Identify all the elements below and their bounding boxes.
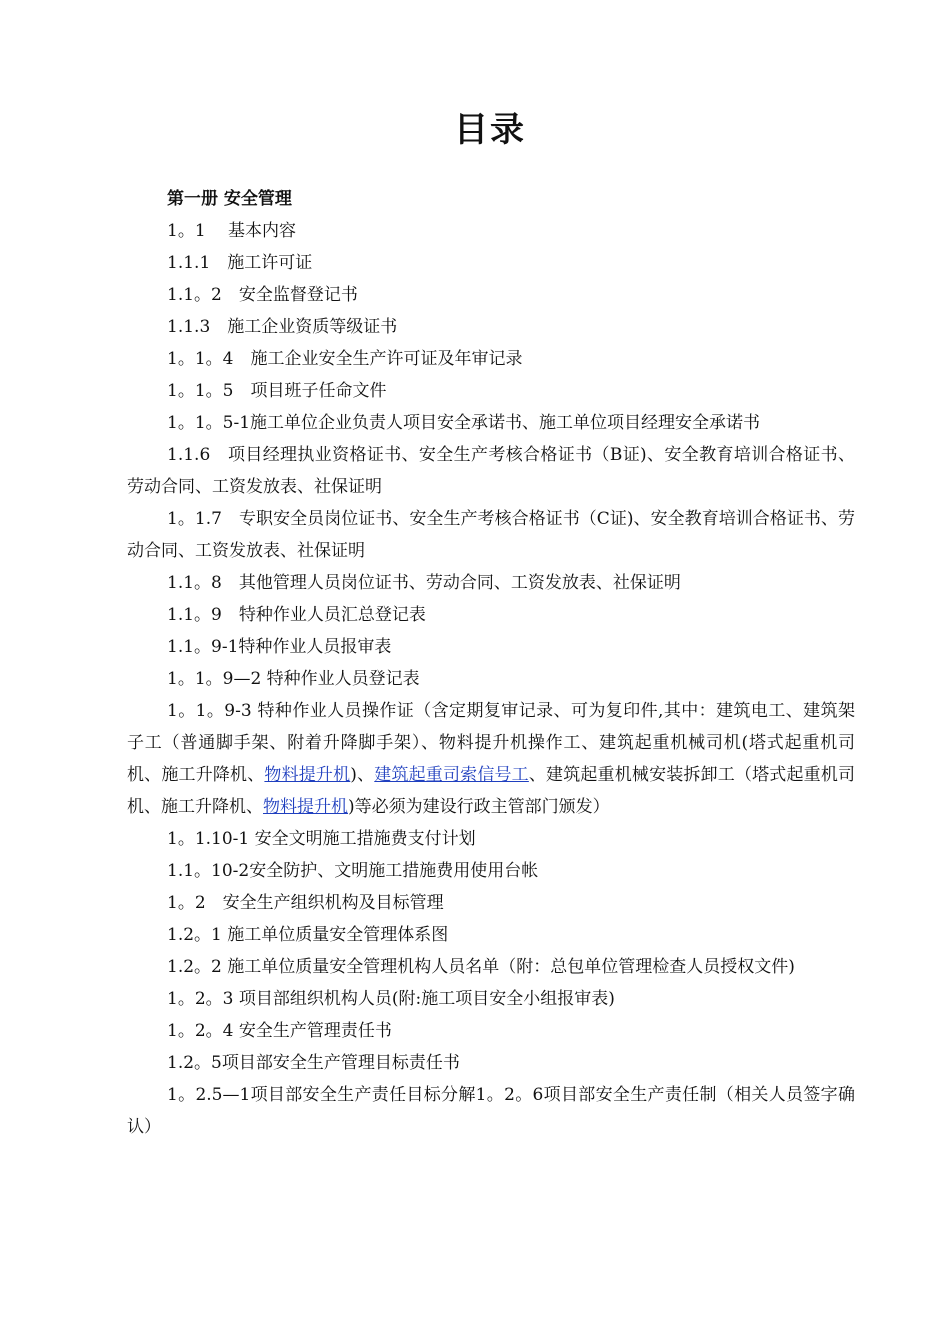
toc-entry: 1。1。5 项目班子任命文件 <box>167 381 387 401</box>
toc-section-heading: 第一册 安全管理 <box>167 189 292 209</box>
toc-entry: 1.1.6 项目经理执业资格证书、安全生产考核合格证书（B证)、安全教育培训合格证书、劳动合同、工资发放表、社保证明 <box>127 445 855 497</box>
page-title: 目录 <box>454 110 526 150</box>
toc-text: )等必须为建设行政主管部门颁发） <box>348 797 610 817</box>
link-material-hoist[interactable]: 物料提升机 <box>264 765 351 785</box>
toc-entry: 1.1。10-2安全防护、文明施工措施费用使用台帐 <box>167 861 539 881</box>
toc-entry: 1.2。2 施工单位质量安全管理机构人员名单（附：总包单位管理检查人员授权文件) <box>167 957 795 977</box>
toc-entry: 1。2.5—1项目部安全生产责任目标分解1。2。6项目部安全生产责任制（相关人员签字确认） <box>127 1085 855 1137</box>
toc-entry: 1.1.3 施工企业资质等级证书 <box>167 317 398 337</box>
toc-entry: 1.1。9 特种作业人员汇总登记表 <box>167 605 426 625</box>
toc-text: 、建筑起重机械安装拆卸工（塔式起重机司机、施工升降机、 <box>127 765 856 817</box>
toc-entry: 1.2。1 施工单位质量安全管理体系图 <box>167 925 449 945</box>
toc-entry: 1.2。5项目部安全生产管理目标责任书 <box>167 1053 460 1073</box>
toc-entry: 1。1。9—2 特种作业人员登记表 <box>167 669 420 689</box>
toc-entry: 1.1.1 施工许可证 <box>167 253 313 273</box>
toc-entry: 1。1 基本内容 <box>167 221 297 241</box>
toc-entry: 1。1.10-1 安全文明施工措施费支付计划 <box>167 829 476 849</box>
toc-entry: 1.1。9-1特种作业人员报审表 <box>167 637 392 657</box>
toc-text: 1。1。9-3 特种作业人员操作证（含定期复审记录、可为复印件,其中：建筑电工、建筑架子工（普通脚手架、附着升降脚手架）、物料提升机操作工、建筑起重机械司机(塔式起重机司机、施工升降机、 <box>127 701 855 785</box>
toc-entry: 1。1.7 专职安全员岗位证书、安全生产考核合格证书（C证)、安全教育培训合格证书、劳动合同、工资发放表、社保证明 <box>127 509 855 561</box>
toc-entry-special-workers <box>127 695 855 823</box>
table-of-contents <box>127 183 855 1143</box>
link-crane-signal-worker[interactable]: 建筑起重司索信号工 <box>374 765 529 785</box>
toc-text: )、 <box>350 765 375 785</box>
toc-entry: 1.1。2 安全监督登记书 <box>167 285 358 305</box>
toc-entry: 1。2。4 安全生产管理责任书 <box>167 1021 392 1041</box>
toc-entry: 1。1。4 施工企业安全生产许可证及年审记录 <box>167 349 523 369</box>
link-material-hoist-2[interactable]: 物料提升机 <box>263 797 348 817</box>
toc-entry: 1.1。8 其他管理人员岗位证书、劳动合同、工资发放表、社保证明 <box>167 573 681 593</box>
toc-entry: 1。2 安全生产组织机构及目标管理 <box>167 893 444 913</box>
toc-entry: 1。1。5-1施工单位企业负责人项目安全承诺书、施工单位项目经理安全承诺书 <box>167 413 761 433</box>
toc-entry: 1。2。3 项目部组织机构人员(附:施工项目安全小组报审表) <box>167 989 615 1009</box>
